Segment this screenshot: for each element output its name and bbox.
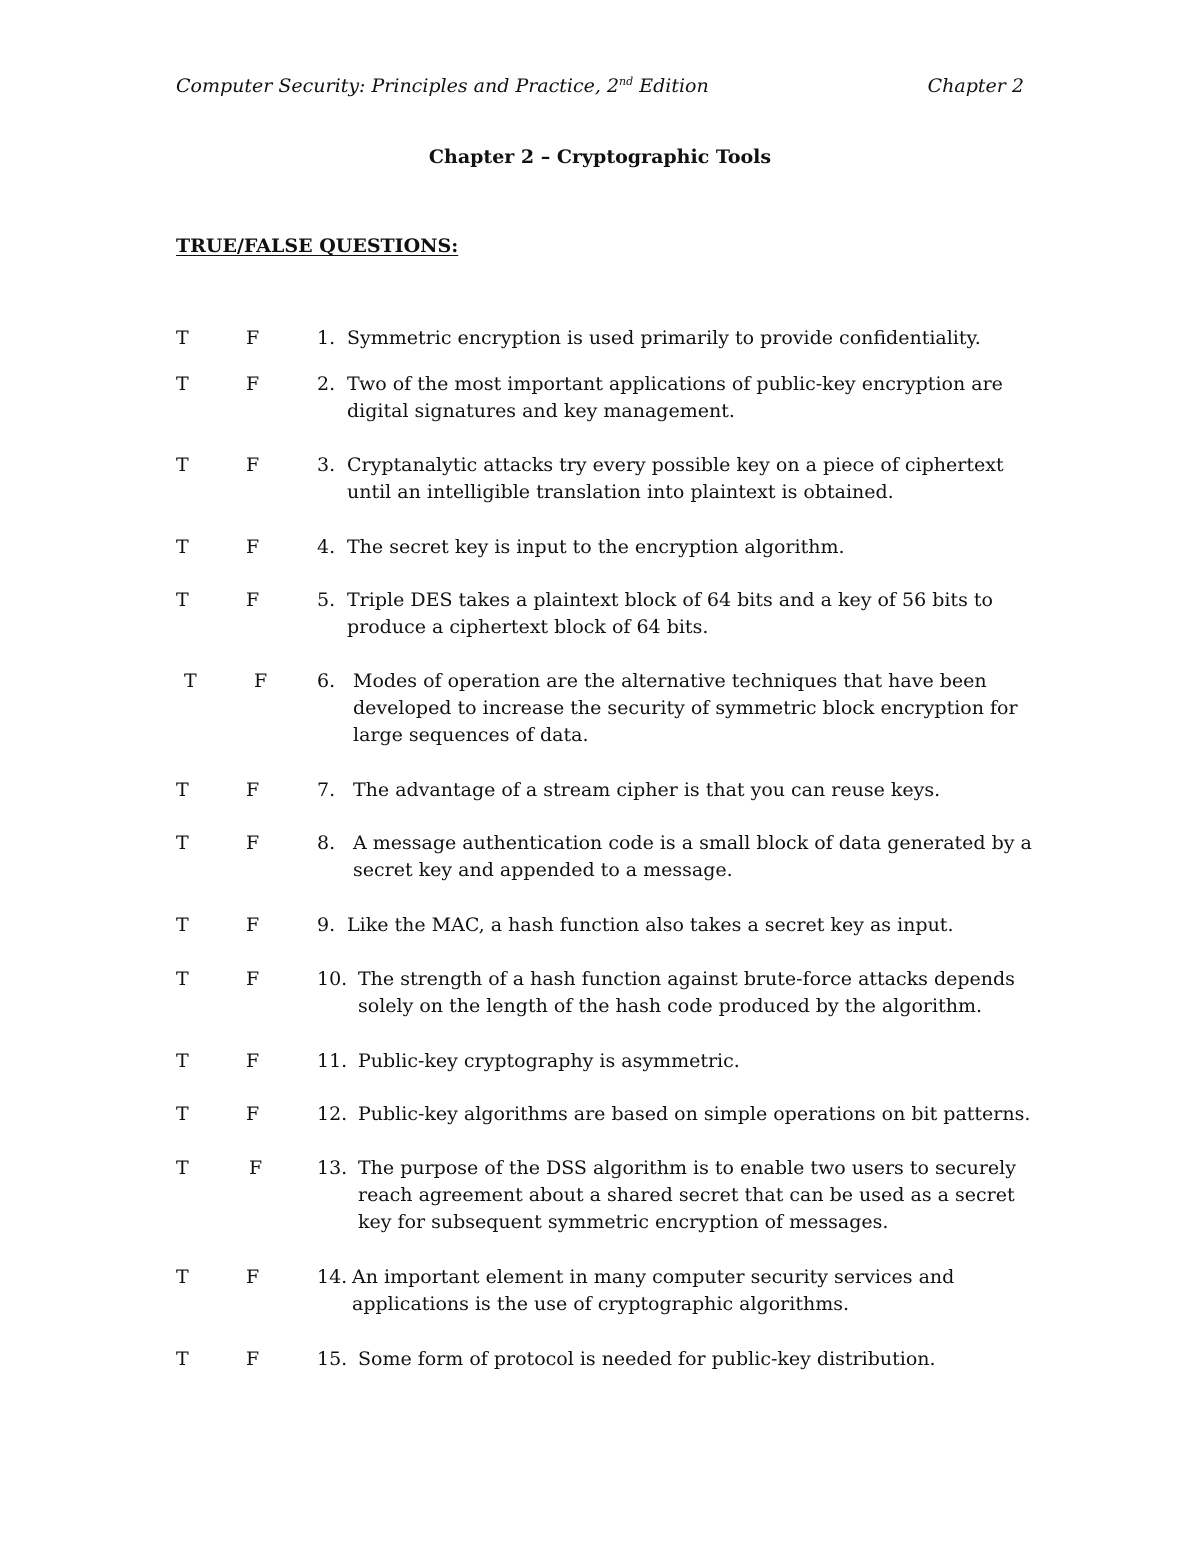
book-title-ordinal: nd [619, 75, 634, 88]
false-option: F [246, 327, 260, 349]
false-option: F [246, 914, 260, 936]
true-option: T [176, 327, 189, 349]
question-text: The strength of a hash function against brute-force attacks depends solely on the length of the hash code produced by the algorithm. [358, 968, 1015, 1017]
true-option: T [176, 1348, 189, 1370]
question-text: Public-key cryptography is asymmetric. [358, 1050, 740, 1072]
false-option: F [246, 1103, 260, 1125]
question-text: Triple DES takes a plaintext block of 64 bits and a key of 56 bits to produce a ciphertext block of 64 bits. [347, 589, 993, 638]
false-option: F [246, 589, 260, 611]
question-number: 8. [317, 832, 336, 854]
false-option: F [246, 968, 260, 990]
true-option: T [176, 1266, 189, 1288]
question-text: Symmetric encryption is used primarily to provide confidentiality. [347, 327, 981, 349]
question-number: 9. [317, 914, 336, 936]
question-number: 3. [317, 454, 336, 476]
false-option: F [246, 536, 260, 558]
false-option: F [246, 1348, 260, 1370]
true-option: T [176, 1103, 189, 1125]
question-text: Modes of operation are the alternative techniques that have been developed to increase the security of symmetric block encryption for large sequences of data. [353, 670, 1018, 746]
true-option: T [176, 914, 189, 936]
question-number: 14. [317, 1266, 348, 1288]
book-title-main: Computer Security: Principles and Practice, 2 [176, 75, 620, 97]
chapter-label: Chapter 2 [927, 75, 1024, 97]
true-option: T [176, 968, 189, 990]
question-number: 5. [317, 589, 336, 611]
question-number: 6. [317, 670, 336, 692]
question-text: An important element in many computer security services and applications is the use of cryptographic algorithms. [352, 1266, 955, 1315]
false-option: F [254, 670, 268, 692]
question-number: 12. [317, 1103, 348, 1125]
true-option: T [176, 536, 189, 558]
question-text: Public-key algorithms are based on simple operations on bit patterns. [358, 1103, 1031, 1125]
question-number: 15. [317, 1348, 348, 1370]
question-text: The advantage of a stream cipher is that you can reuse keys. [353, 779, 941, 801]
book-title-suffix: Edition [633, 75, 709, 97]
true-option: T [184, 670, 197, 692]
question-number: 13. [317, 1157, 348, 1179]
true-option: T [176, 454, 189, 476]
question-number: 7. [317, 779, 336, 801]
true-option: T [176, 1050, 189, 1072]
question-number: 1. [317, 327, 336, 349]
question-number: 11. [317, 1050, 348, 1072]
false-option: F [246, 832, 260, 854]
false-option: F [246, 1266, 260, 1288]
true-option: T [176, 832, 189, 854]
true-option: T [176, 1157, 189, 1179]
false-option: F [246, 454, 260, 476]
true-option: T [176, 373, 189, 395]
true-option: T [176, 779, 189, 801]
false-option: F [249, 1157, 263, 1179]
question-text: Two of the most important applications of public-key encryption are digital signatures and key management. [347, 373, 1003, 422]
question-text: The secret key is input to the encryption algorithm. [347, 536, 845, 558]
true-option: T [176, 589, 189, 611]
section-heading: TRUE/FALSE QUESTIONS: [176, 235, 459, 257]
question-text: The purpose of the DSS algorithm is to enable two users to securely reach agreement about a shared secret that can be used as a secret key for subsequent symmetric encryption of messages. [358, 1157, 1016, 1233]
question-text: Cryptanalytic attacks try every possible key on a piece of ciphertext until an intelligible translation into plaintext is obtained. [347, 454, 1004, 503]
question-text: A message authentication code is a small block of data generated by a secret key and appended to a message. [353, 832, 1032, 881]
question-number: 4. [317, 536, 336, 558]
question-number: 2. [317, 373, 336, 395]
book-title [176, 72, 709, 100]
page-title: Chapter 2 – Cryptographic Tools [428, 146, 772, 168]
false-option: F [246, 373, 260, 395]
question-text: Some form of protocol is needed for public-key distribution. [358, 1348, 936, 1370]
false-option: F [246, 1050, 260, 1072]
question-number: 10. [317, 968, 348, 990]
false-option: F [246, 779, 260, 801]
question-text: Like the MAC, a hash function also takes a secret key as input. [347, 914, 954, 936]
